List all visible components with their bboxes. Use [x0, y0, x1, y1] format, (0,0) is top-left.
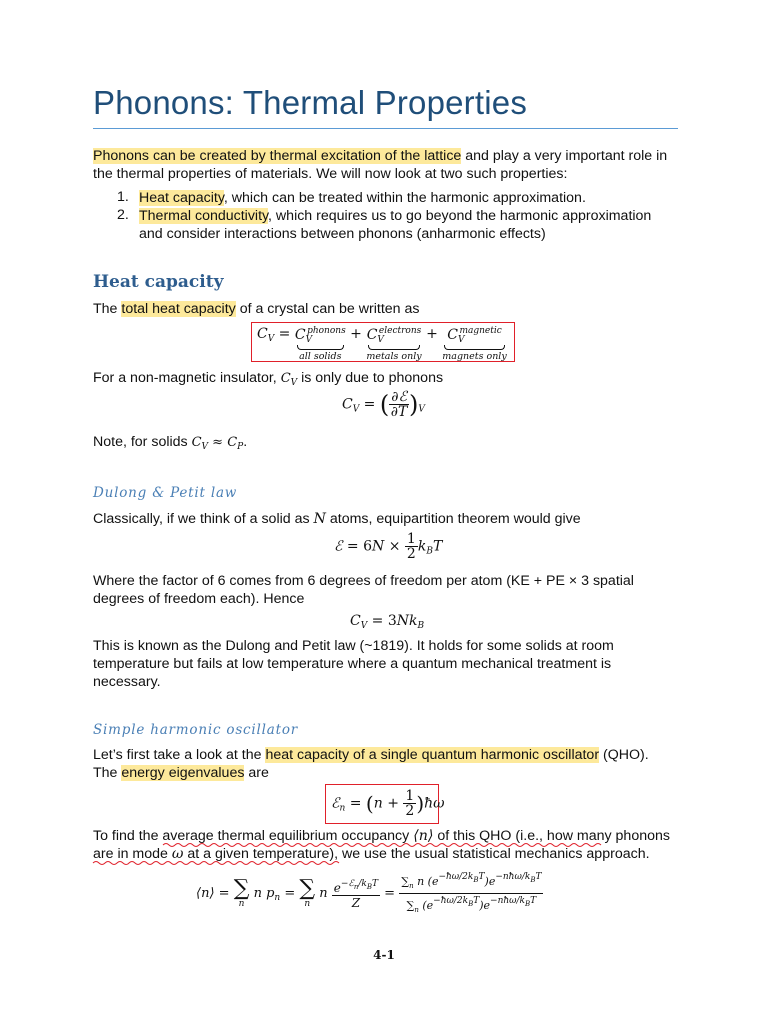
list-item-1-number: 1.	[117, 189, 129, 205]
text-span: are	[244, 765, 269, 781]
list-item-2-rest: , which requires us to go beyond the harmonic approximation	[268, 208, 652, 224]
dulong-paragraph-3a: This is known as the Dulong and Petit law (~1819). It holds for some solids at room	[93, 638, 614, 654]
list-item-2-line-2: and consider interactions between phonons (anharmonic effects)	[139, 226, 546, 242]
omega-symbol: ω	[171, 846, 184, 862]
eq-lhs: C	[257, 326, 268, 342]
phonon-term: $C_V^{phonons}$ all solids	[294, 326, 346, 362]
intro-rest: and play a very important role in	[461, 148, 668, 164]
heading-dulong-petit: Dulong & Petit law	[93, 485, 238, 501]
intro-line-2: the thermal properties of materials. We will now look at two such properties:	[93, 166, 568, 182]
text-span: The	[93, 301, 122, 317]
occupancy-equation: ⟨n⟩ = ∑ n n $p_n$ = ∑ n n $\frac{e^{-ℰ_n/k_BT}}{Z}$ = $\frac{\sum_n n (e^{-ħ\omega/2k_BT})e^{-nħ\omega/k_BT}}{\sum_n (e^{-ħ\omega/2k_BT})e^{-nħ\omega/k_BT}}$	[196, 872, 542, 915]
magnetic-term: $C_V^{magnetic}$ magnets only	[442, 326, 507, 362]
dulong-petit-equation: $C_V = 3Nk_B$	[350, 613, 425, 631]
page-number: 4-1	[373, 948, 395, 962]
eq-lhs-sub: V	[267, 334, 275, 344]
intro-highlight: Phonons can be created by thermal excitation of the lattice	[93, 148, 462, 164]
text-span: Let’s first take a look at the	[93, 747, 266, 763]
electron-label: metals only	[366, 351, 422, 362]
plus-sign: +	[426, 326, 438, 342]
heading-sho: Simple harmonic oscillator	[93, 722, 299, 738]
text-span: .	[243, 434, 248, 450]
page-title: Phonons: Thermal Properties	[93, 84, 528, 121]
list-item-1-rest: , which can be treated within the harmonic approximation.	[223, 190, 586, 206]
list-item-1-highlight: Heat capacity	[139, 190, 224, 206]
text-span: Classically, if we think of a solid as	[93, 511, 314, 527]
energy-eigenvalues-highlight: energy eigenvalues	[121, 765, 245, 781]
qho-highlight: heat capacity of a single quantum harmonic oscillator	[265, 747, 600, 763]
text-span: of this QHO (i.e., how many phonons	[433, 828, 670, 844]
dulong-paragraph-2a: Where the factor of 6 comes from 6 degrees of freedom per atom (KE + PE × 3 spatial	[93, 573, 634, 589]
magnetic-sup: magnetic	[459, 326, 502, 336]
magnetic-label: magnets only	[442, 351, 507, 362]
text-span: are in mode	[93, 846, 172, 862]
text-span: is only due to phonons	[297, 370, 444, 386]
plus-sign: +	[350, 326, 362, 342]
text-span: Note, for solids	[93, 434, 188, 450]
energy-eigenvalue-equation: ℰ$_n$ = (n + $\frac{1}{2}$ )ħω	[331, 788, 445, 819]
n-symbol: N	[313, 511, 326, 527]
text-span: atoms, equipartition theorem would give	[325, 511, 581, 527]
text-span: (QHO).	[599, 747, 649, 763]
heading-heat-capacity: Heat capacity	[93, 272, 224, 292]
equipartition-equation: ℰ = 6N × $\frac{1}{2}$ $k_BT$	[334, 531, 443, 562]
text-span: The	[93, 765, 122, 781]
phonon-label: all solids	[299, 351, 342, 362]
text-span: For a non-magnetic insulator,	[93, 370, 281, 386]
text-span: of a crystal can be written as	[235, 301, 420, 317]
cv-derivative-equation: $C_V$ = ( $\frac{\text{∂ℰ}}{\partial T}$ )$_V$	[342, 389, 425, 420]
dulong-paragraph-2b: degrees of freedom each). Hence	[93, 591, 305, 607]
dulong-paragraph-3b: temperature but fails at low temperature where a quantum mechanical treatment is	[93, 656, 612, 672]
non-magnetic-paragraph: For a non-magnetic insulator, $C_V$ is only due to phonons	[93, 370, 444, 388]
note-paragraph: Note, for solids $C_V \approx C_P$.	[93, 434, 248, 452]
list-item-2-highlight: Thermal conductivity	[139, 208, 269, 224]
electron-sup: electrons	[378, 326, 422, 336]
phonon-sup: phonons	[307, 326, 346, 336]
text-span: at a given temperature), we use the usual statistical mechanics approach.	[183, 846, 650, 862]
dulong-paragraph-3c: necessary.	[93, 674, 161, 690]
list-item-2-number: 2.	[117, 207, 129, 223]
text-span: To find the average thermal equilibrium occupancy	[93, 828, 414, 844]
occupancy-symbol: ⟨n⟩	[413, 828, 434, 844]
electron-term: $C_V^{electrons}$ metals only	[366, 326, 422, 362]
total-heat-capacity-highlight: total heat capacity	[121, 301, 236, 317]
equals-sign: =	[278, 326, 291, 342]
